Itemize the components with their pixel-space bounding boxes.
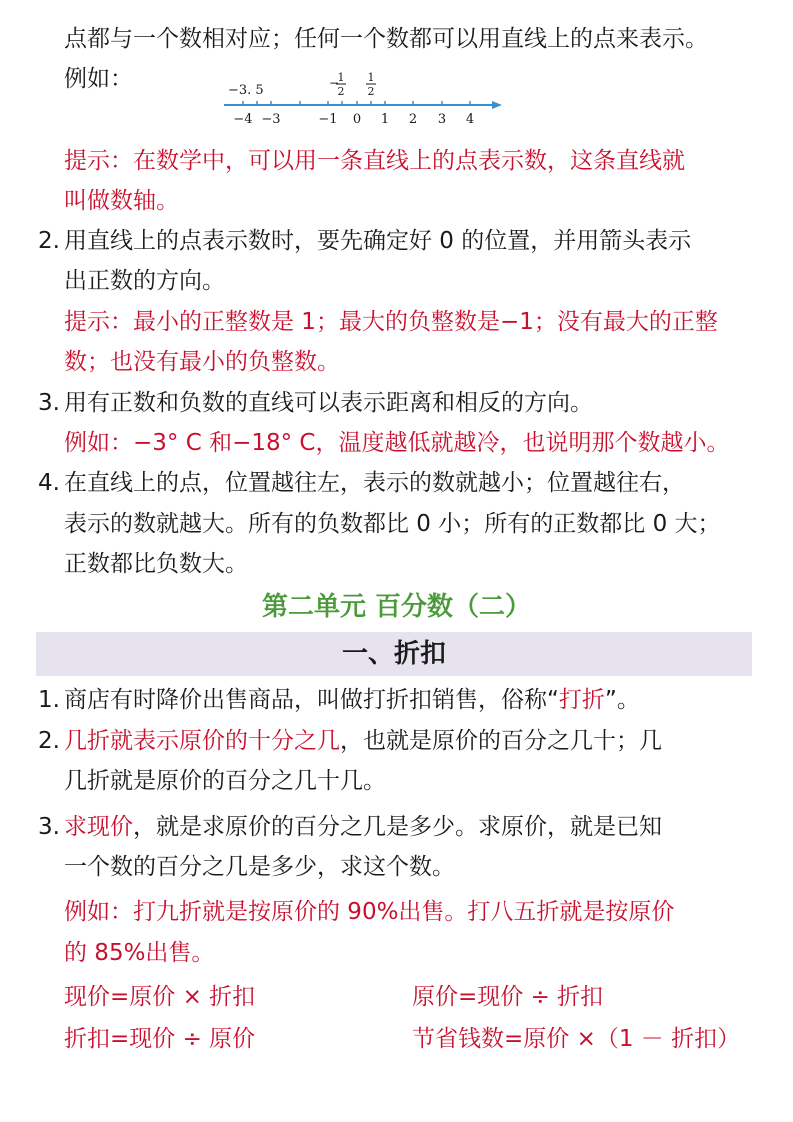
chapter-title: 第二单元 百分数（二） [261,592,532,622]
tip-1-line-1: 提示：在数学中，可以用一条直线上的点表示数，这条直线就 [64,148,685,174]
discount-item-2-line-1 [64,724,662,758]
item-2-line-2: 出正数的方向。 [64,268,225,294]
point-label-minus-3-5: −3. 5 [228,83,264,98]
discount-item-2-text-b: ，也就是原价的百分之几十；几 [340,728,662,754]
discount-example-line-1: 例如：打九折就是按原价的 90%出售。打八五折就是按原价 [64,899,675,925]
item-4-line-2: 表示的数就越大。所有的负数都比 0 小；所有的正数都比 0 大； [64,511,721,537]
intro-line-1: 点都与一个数相对应；任何一个数都可以用直线上的点来表示。 [64,26,708,52]
tick-label-minus-4: −4 [233,112,253,127]
discount-item-3-number: 3. [38,814,60,840]
discount-item-3-highlight: 求现价 [64,814,133,840]
half-negative-denominator: 2 [337,85,345,98]
discount-item-1-highlight: 打折 [558,687,605,713]
discount-item-3-text-b: ，就是求原价的百分之几是多少。求原价，就是已知 [133,814,662,840]
discount-item-3-line-2: 一个数的百分之几是多少，求这个数。 [64,854,455,880]
formula-discount: 折扣=现价 ÷ 原价 [64,1026,256,1052]
discount-example-line-2: 的 85%出售。 [64,940,215,966]
tick-label-minus-1: −1 [318,112,338,127]
formula-savings: 节省钱数=原价 ×（1 － 折扣） [412,1026,741,1052]
number-line-figure [218,68,510,130]
tip-2-line-1: 提示：最小的正整数是 1；最大的负整数是−1；没有最大的正整 [64,309,718,335]
tick-label-0: 0 [352,112,362,127]
formula-current-price: 现价=原价 × 折扣 [64,984,256,1010]
discount-item-1-text-b: ”。 [604,687,640,713]
item-3-line-1: 用有正数和负数的直线可以表示距离和相反的方向。 [64,390,593,416]
item-2-line-1: 用直线上的点表示数时，要先确定好 0 的位置，并用箭头表示 [64,228,692,254]
tick-label-2: 2 [408,112,418,127]
discount-item-2-line-2: 几折就是原价的百分之几十几。 [64,768,386,794]
tick-label-4: 4 [465,112,475,127]
example-3-line-1: 例如：−3° C 和−18° C，温度越低就越冷，也说明那个数越小。 [64,430,730,456]
discount-item-1-number: 1. [38,687,60,713]
item-4-line-1: 在直线上的点，位置越往左，表示的数就越小；位置越往右， [64,470,685,496]
item-2-number: 2. [38,228,60,254]
item-4-number: 4. [38,470,60,496]
intro-line-2: 例如： [64,66,133,92]
half-positive-numerator: 1 [367,71,375,84]
discount-item-1-text-a: 商店有时降价出售商品，叫做打折扣销售，俗称“ [64,687,559,713]
tick-label-1: 1 [380,112,390,127]
section-header-bar [36,632,752,676]
tip-2-line-2: 数；也没有最小的负整数。 [64,349,340,375]
discount-item-3-line-1 [64,810,662,844]
tick-label-minus-3: −3 [261,112,281,127]
item-4-line-3: 正数都比负数大。 [64,551,248,577]
minus-sign-label: − [329,76,340,90]
discount-item-2-highlight: 几折就表示原价的十分之几 [64,728,340,754]
discount-item-2-number: 2. [38,728,60,754]
half-positive-denominator: 2 [367,85,375,98]
tip-1-line-2: 叫做数轴。 [64,188,179,214]
axis-arrow-icon [492,101,502,109]
section-title: 一、折扣 [341,639,446,669]
item-3-number: 3. [38,390,60,416]
formula-original-price: 原价=现价 ÷ 折扣 [412,984,604,1010]
half-negative-numerator: 1 [337,71,345,84]
tick-label-3: 3 [437,112,447,127]
discount-item-1-line [64,683,640,717]
